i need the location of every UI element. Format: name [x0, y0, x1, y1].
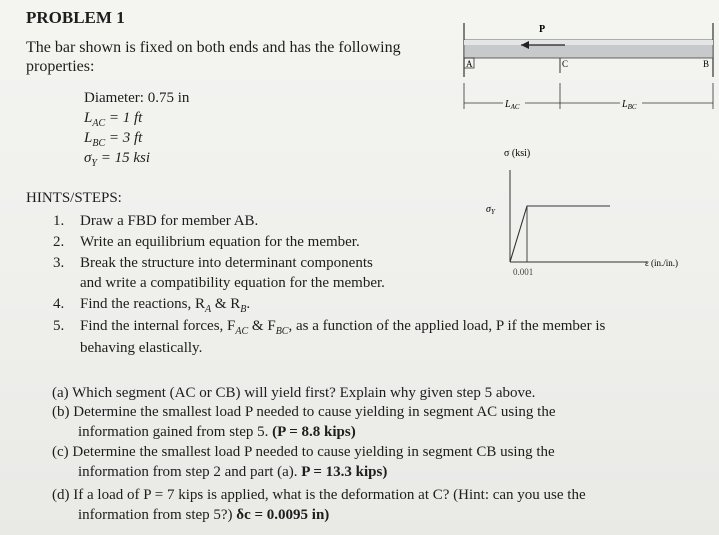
step-1: Draw a FBD for member AB. [80, 213, 259, 229]
diameter-property: Diameter: 0.75 in [84, 90, 190, 106]
step-number: 4. [53, 296, 65, 312]
answer-d: δc = 0.0095 in) [236, 507, 330, 523]
step-3-cont: and write a compatibility equation for the member. [80, 275, 385, 291]
strain-value-label: 0.001 [513, 267, 534, 277]
bar-diagram [455, 15, 719, 125]
dim-bc-label: $L_{BC}$ [622, 99, 637, 111]
step-2: Write an equilibrium equation for the member. [80, 234, 360, 250]
label-a: A [466, 59, 473, 69]
question-c: (c) Determine the smallest load P needed to cause yielding in segment CB using the [52, 444, 555, 460]
step-3: Break the structure into determinant components [80, 255, 373, 271]
lac-property: $L_{AC} = 1$ ft [84, 110, 143, 129]
stress-strain-curve [510, 206, 610, 262]
step-number: 1. [53, 213, 65, 229]
lbc-property: $L_{BC} = 3$ ft [84, 130, 143, 149]
problem-title: PROBLEM 1 [26, 8, 125, 27]
label-b: B [703, 59, 710, 69]
question-b: (b) Determine the smallest load P needed to cause yielding in segment AC using the [52, 404, 556, 420]
question-c-cont: information from step 2 and part (a). P = 13.3 kips) [78, 464, 388, 480]
problem-intro: The bar shown is fixed on both ends and has the following properties: [26, 39, 401, 75]
question-d-cont: information from step 5?) δc = 0.0095 in) [78, 507, 330, 523]
step-number: 5. [53, 318, 65, 334]
question-a: (a) Which segment (AC or CB) will yield first? Explain why given step 5 above. [52, 385, 536, 401]
dim-ac-label: $L_{AC}$ [505, 99, 520, 111]
yield-stress-property: $\sigma_Y = 15$ ksi [84, 150, 151, 169]
label-c: C [562, 59, 569, 69]
step-4: Find the reactions, $R_A$ & $R_B$. [80, 296, 251, 315]
load-label: P [539, 24, 546, 35]
step-number: 2. [53, 234, 65, 250]
step-5: Find the internal forces, $F_{AC}$ & $F_{BC}$, as a function of the applied load, P if the member is [80, 318, 606, 337]
answer-c: P = 13.3 kips) [301, 464, 388, 480]
question-d: (d) If a load of P = 7 kips is applied, what is the deformation at C? (Hint: can you use the [52, 487, 586, 503]
y-axis-label: σ (ksi) [504, 148, 531, 159]
answer-b: (P = 8.8 kips) [272, 424, 356, 440]
step-number: 3. [53, 255, 65, 271]
x-axis-label: ε (in./in.) [645, 258, 679, 268]
step-5-cont: behaving elastically. [80, 340, 203, 356]
yield-label: $\sigma_Y$ [486, 204, 495, 216]
question-b-cont: information gained from step 5. (P = 8.8 kips) [78, 424, 356, 440]
stress-strain-diagram [480, 140, 705, 290]
hints-title: HINTS/STEPS: [26, 190, 122, 206]
